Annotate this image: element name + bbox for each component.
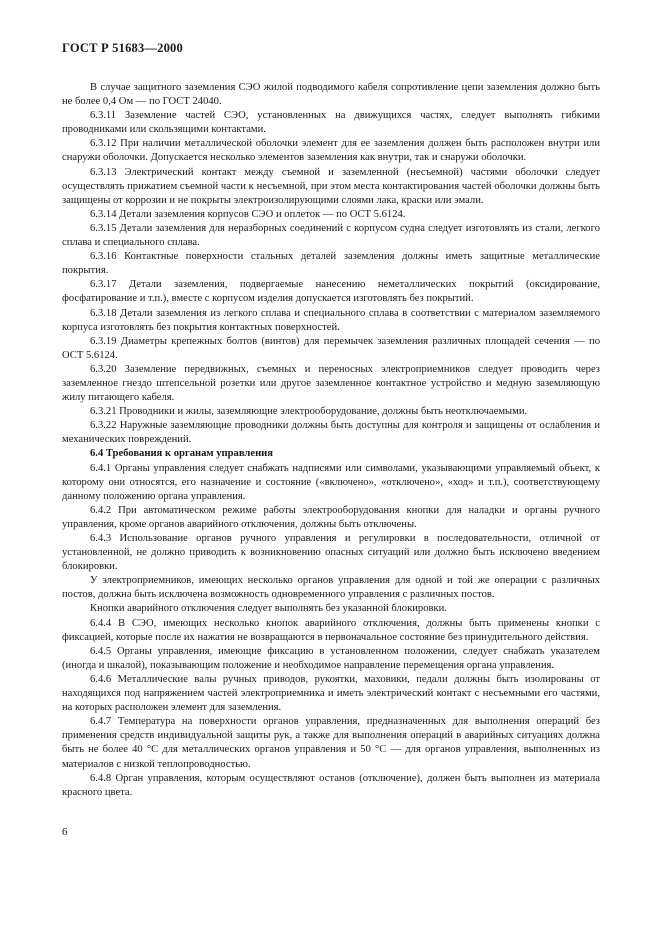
- paragraph-6-4-1: 6.4.1 Органы управления следует снабжать надписями или символами, указывающими управляемый объект, к которому они относятся, его назначение и состояние («включено», «отключено», «ход» и т.п.), соответствующему данному положению органа управления.: [62, 462, 600, 502]
- page-number: 6: [62, 826, 68, 838]
- paragraph-6-3-19: 6.3.19 Диаметры крепежных болтов (винтов) для перемычек заземления различных площадей сечения — по ОСТ 5.6124.: [62, 335, 600, 361]
- document-code-header: ГОСТ Р 51683—2000: [62, 41, 183, 55]
- paragraph-6-3-21: 6.3.21 Проводники и жилы, заземляющие электрооборудование, должны быть неотключаемыми.: [90, 406, 528, 418]
- paragraph-6-3-13: 6.3.13 Электрический контакт между съемной и заземленной (несъемной) частями оболочки следует осуществлять прижатием съемной части к несъемной, при этом места контактирования частей оболочки должны быть защищены от коррозии и не покрыты электроизолирующими слоями лака, краски или эмали.: [62, 166, 600, 206]
- paragraph-6-3-22: 6.3.22 Наружные заземляющие проводники должны быть доступны для контроля и защищены от ослабления и механических повреждений.: [62, 420, 600, 446]
- paragraph-6-3-12: 6.3.12 При наличии металлической оболочки элемент для ее заземления должен быть расположен внутри или снаружи оболочки. Допускается несколько элементов заземления как внутри, так и снаружи оболочки.: [62, 138, 600, 164]
- document-body: [62, 81, 600, 800]
- paragraph-6-4-6: 6.4.6 Металлические валы ручных приводов, рукоятки, маховики, педали должны быть изолированы от находящихся под напряжением частей электроприемника и иметь электрический контакт с несъемными его частями, на которых расположен элемент для заземления.: [62, 673, 600, 714]
- paragraph-6-3-11: 6.3.11 Заземление частей СЭО, установленных на движущихся частях, следует выполнять гибкими проводниками или скользящими контактами.: [62, 110, 600, 136]
- paragraph-6-3-16: 6.3.16 Контактные поверхности стальных деталей заземления должны иметь защитные металлические покрытия.: [62, 251, 600, 277]
- paragraph-6-4-3: 6.4.3 Использование органов ручного управления и регулировки в последовательности, отличной от установленной, не должно приводить к возникновению опасных ситуаций или должно быть исключено введением блокировки.: [62, 533, 600, 573]
- paragraph-6-3-14: 6.3.14 Детали заземления корпусов СЭО и оплеток — по ОСТ 5.6124.: [90, 208, 406, 220]
- paragraph-6-4-5: 6.4.5 Органы управления, имеющие фиксацию в установленном положении, следует снабжать указателем (иногда и шкалой), показывающим положение и необходимое направление перемещения органа управления.: [62, 645, 600, 671]
- paragraph-6-4-4: 6.4.4 В СЭО, имеющих несколько кнопок аварийного отключения, должны быть применены кнопки с фиксацией, которые после их нажатия не возвращаются в первоначальное состояние без принудительного действия.: [62, 617, 600, 643]
- paragraph-emergency-buttons: Кнопки аварийного отключения следует выполнять без указанной блокировки.: [90, 603, 447, 615]
- paragraph-6-3-15: 6.3.15 Детали заземления для неразборных соединений с корпусом судна следует изготовлять из стали, легкого сплава и специального сплава.: [62, 222, 600, 249]
- paragraph-6-4-2: 6.4.2 При автоматическом режиме работы электрооборудования кнопки для наладки и органы ручного управления, кроме органов аварийного отключения, должны быть отключены.: [62, 504, 600, 530]
- paragraph-6-4-7: 6.4.7 Температура на поверхности органов управления, предназначенных для выполнения операций без применения средств индивидуальной защиты рук, а также для выполнения операций в аварийных ситуациях должна быть не более 40 °С для металлических органов управления и 50 °С — для органов управления, выполненных из материалов с низкой теплопроводностью.: [62, 716, 600, 770]
- paragraph-6-3-20: 6.3.20 Заземление передвижных, съемных и переносных электроприемников следует проводить через заземленное гнездо штепсельной розетки или другое заземленное контактное устройство и медную заземляющую жилу питающего кабеля.: [62, 363, 600, 404]
- paragraph-6-4-8: 6.4.8 Орган управления, которым осуществляют останов (отключение), должен быть выполнен из материала красного цвета.: [62, 772, 600, 798]
- paragraph-multiple-posts: У электроприемников, имеющих несколько органов управления для одной и той же операции с различных постов, должна быть исключена возможность одновременного управления с различных постов.: [62, 575, 600, 601]
- paragraph-6-3-18: 6.3.18 Детали заземления из легкого сплава и специального сплава в соответствии с материалом заземляемого корпуса изготовлять без покрытия контактных поверхностей.: [62, 307, 600, 333]
- paragraph-grounding-cable: В случае защитного заземления СЭО жилой подводимого кабеля сопротивление цепи заземления должно быть не более 0,4 Ом — по ГОСТ 24040.: [62, 82, 600, 108]
- section-heading-6-4: 6.4 Требования к органам управления: [90, 448, 274, 460]
- paragraph-6-3-17: 6.3.17 Детали заземления, подвергаемые нанесению неметаллических покрытий (оксидирование, фосфатирование и т.п.), вместе с корпусом изделия допускается изготовлять без покрытий.: [62, 279, 600, 305]
